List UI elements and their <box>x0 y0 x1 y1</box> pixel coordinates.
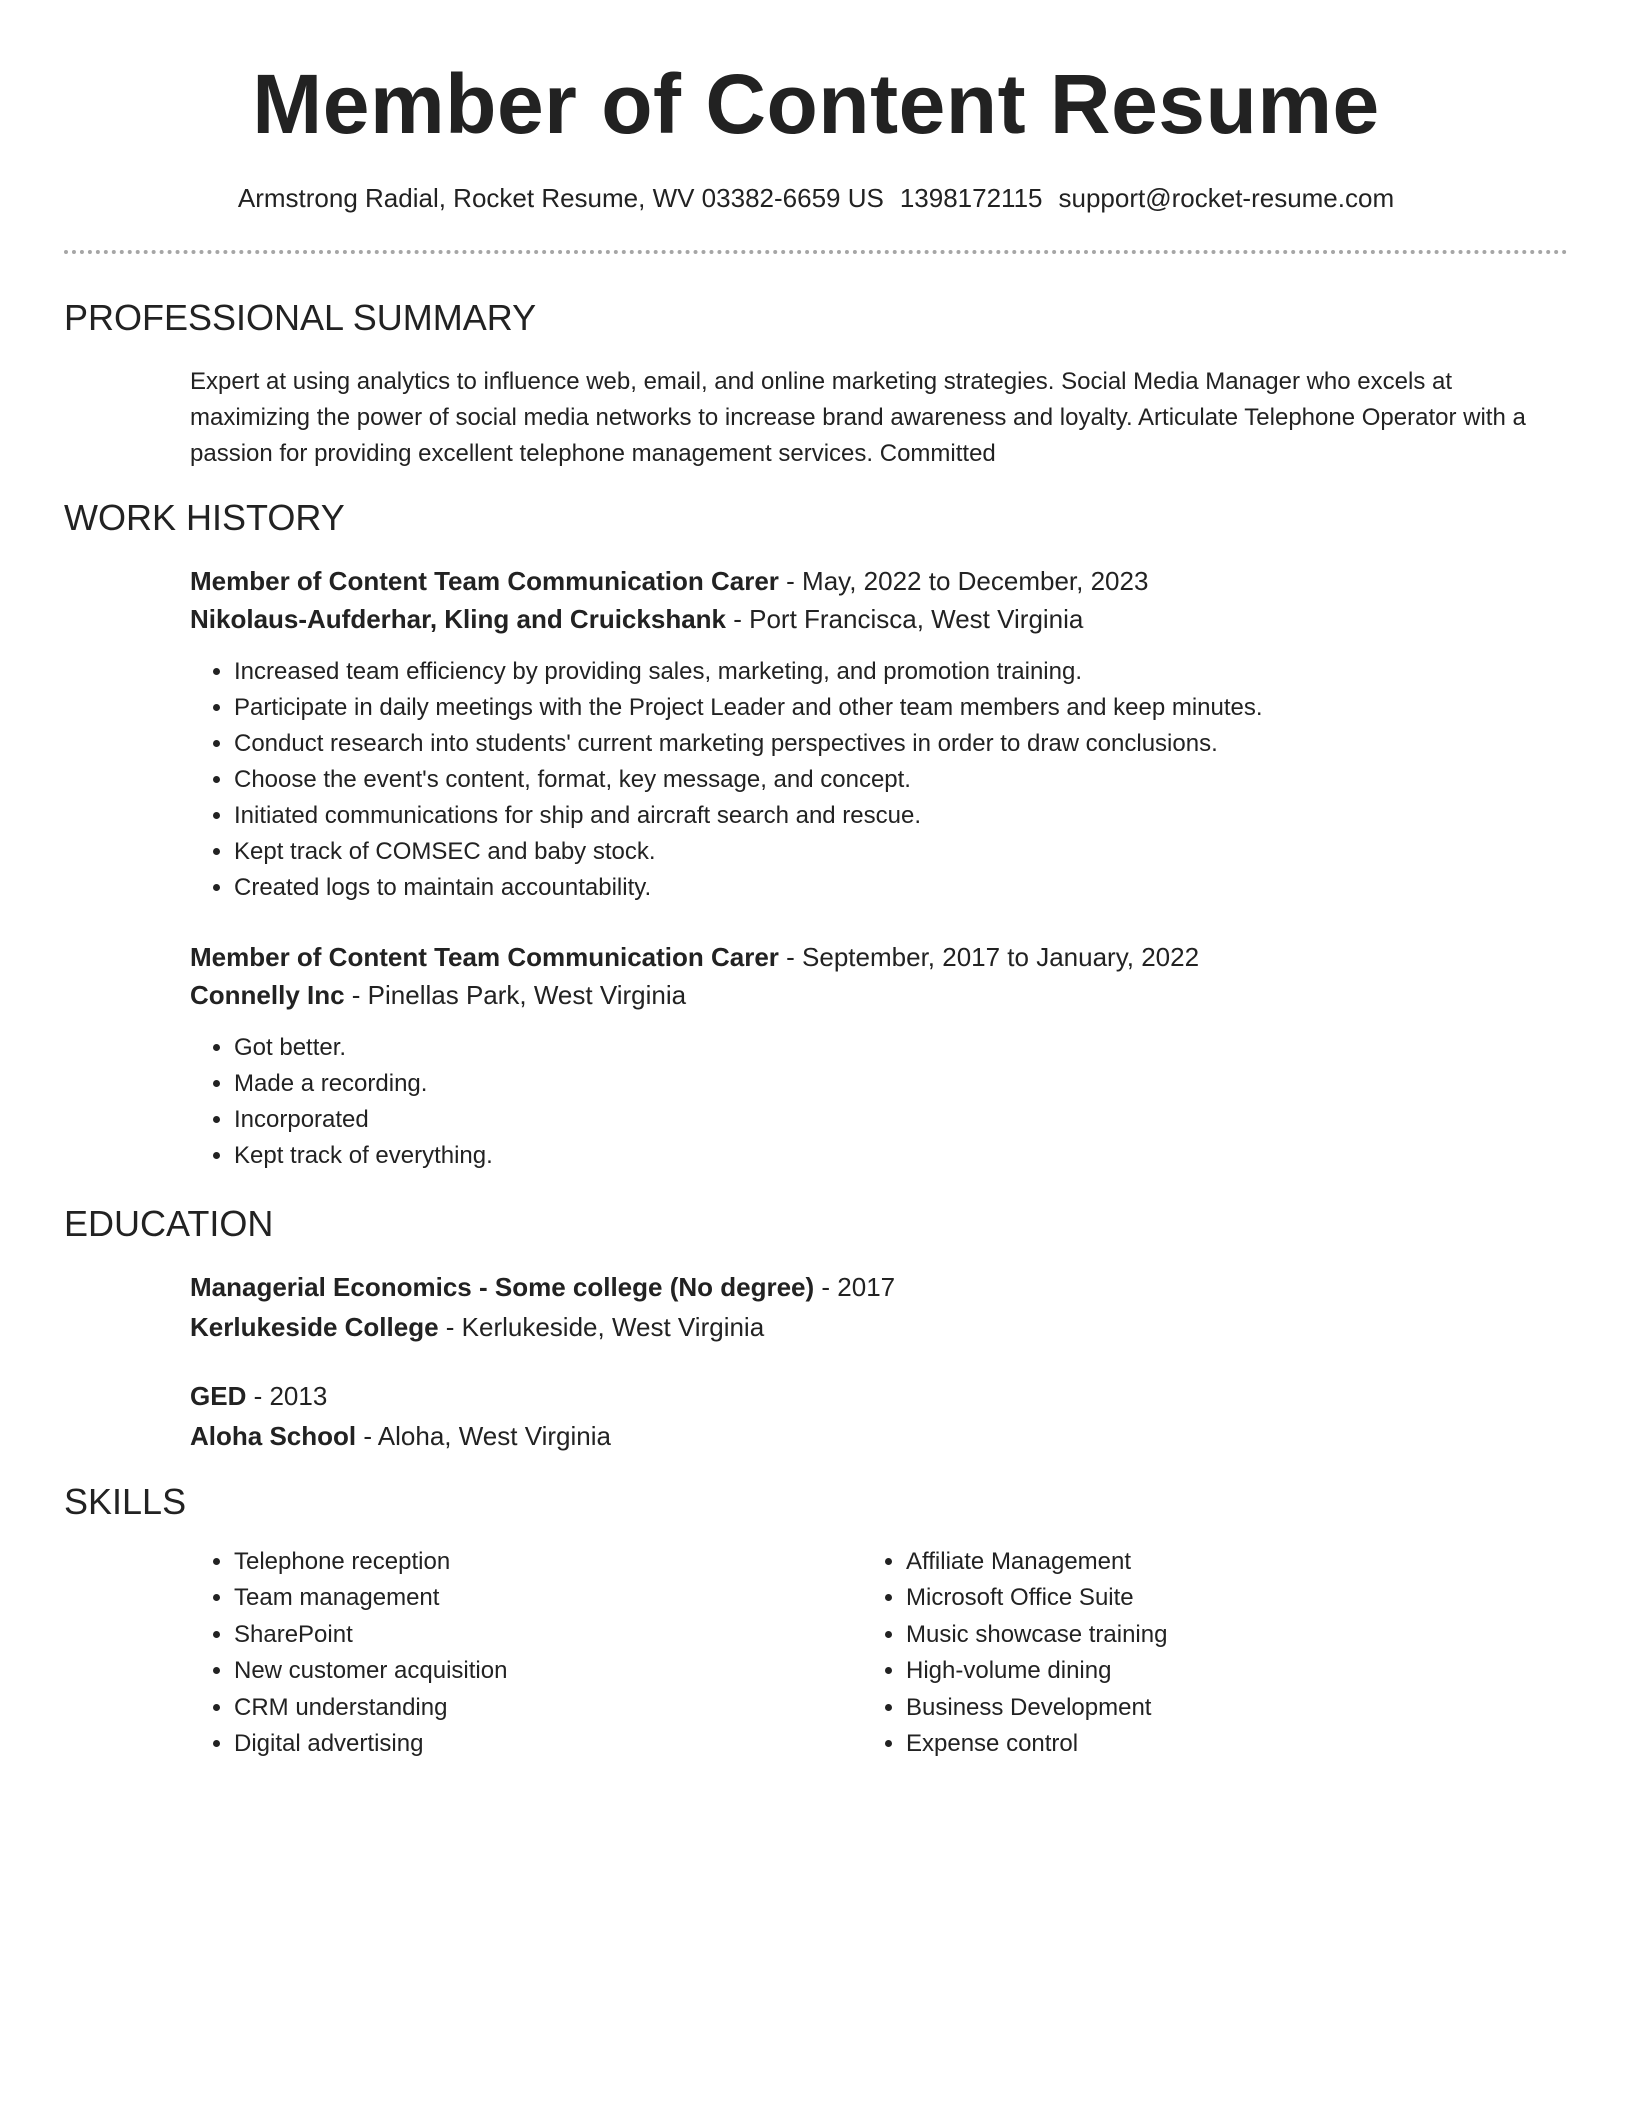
contact-info <box>0 180 1632 216</box>
section-title-skills: SKILLS <box>64 1481 187 1522</box>
job-title-line <box>190 562 1148 600</box>
job-location: - Port Francisca, West Virginia <box>726 604 1084 634</box>
job-location: - Pinellas Park, West Virginia <box>344 980 687 1010</box>
job-company-line <box>190 976 686 1014</box>
list-item: • Choose the event's content, format, key message, and concept. <box>234 762 1263 798</box>
skill-item: • Business Development <box>906 1690 1506 1726</box>
education-school: Aloha School <box>190 1421 357 1451</box>
list-item: • Initiated communications for ship and aircraft search and rescue. <box>234 798 1263 834</box>
education-school-line <box>190 1308 764 1346</box>
skill-item: • Telephone reception <box>234 1544 834 1580</box>
job-company-line <box>190 600 1083 638</box>
job-company: Nikolaus-Aufderhar, Kling and Cruickshank <box>190 604 726 634</box>
section-title-work: WORK HISTORY <box>64 497 345 538</box>
contact-address: Armstrong Radial, Rocket Resume, WV 03382-6659 US <box>237 183 884 213</box>
list-item: • Created logs to maintain accountability. <box>234 870 1263 906</box>
education-degree: GED <box>190 1381 247 1411</box>
section-title-summary: PROFESSIONAL SUMMARY <box>64 297 537 338</box>
list-item: • Kept track of everything. <box>234 1138 493 1174</box>
skill-item: • New customer acquisition <box>234 1653 834 1689</box>
education-school: Kerlukeside College <box>190 1312 439 1342</box>
education-year: - 2017 <box>814 1272 896 1302</box>
skills-list-left <box>190 1544 834 1762</box>
section-title-education: EDUCATION <box>64 1203 274 1244</box>
resume-name: Member of Content Resume <box>252 57 1380 151</box>
list-item: • Kept track of COMSEC and baby stock. <box>234 834 1263 870</box>
contact-phone: 1398172115 <box>899 183 1043 213</box>
skill-item: • Team management <box>234 1580 834 1616</box>
skill-item: • Microsoft Office Suite <box>906 1580 1506 1616</box>
header-divider <box>64 250 1568 254</box>
education-year: - 2013 <box>246 1381 328 1411</box>
education-degree-line <box>190 1268 895 1306</box>
skills-list-right <box>862 1544 1506 1762</box>
skill-item: • SharePoint <box>234 1617 834 1653</box>
skill-item: • Affiliate Management <box>906 1544 1506 1580</box>
education-location: - Kerlukeside, West Virginia <box>438 1312 765 1342</box>
skill-item: • Music showcase training <box>906 1617 1506 1653</box>
job-title: Member of Content Team Communication Carer <box>190 942 779 972</box>
education-school-line <box>190 1417 611 1455</box>
skill-item: • CRM understanding <box>234 1690 834 1726</box>
job-title-line <box>190 938 1199 976</box>
list-item: • Increased team efficiency by providing sales, marketing, and promotion training. <box>234 654 1263 690</box>
list-item: • Incorporated <box>234 1102 493 1138</box>
education-degree-line <box>190 1377 327 1415</box>
skill-item: • Expense control <box>906 1726 1506 1762</box>
summary-text: Expert at using analytics to influence web, email, and online marketing strategies. Social Media Manager who excels at maximizing the power of social media networks to increase brand awareness and loyalty. Articulate Telephone Operator with a passion for providing excellent telephone management services. Committed <box>190 368 1526 467</box>
job-dates: - September, 2017 to January, 2022 <box>778 942 1200 972</box>
list-item: • Got better. <box>234 1030 493 1066</box>
education-location: - Aloha, West Virginia <box>356 1421 611 1451</box>
list-item: • Participate in daily meetings with the Project Leader and other team members and keep minutes. <box>234 690 1263 726</box>
skill-item: • High-volume dining <box>906 1653 1506 1689</box>
job-bullets <box>190 1030 493 1174</box>
list-item: • Made a recording. <box>234 1066 493 1102</box>
skill-item: • Digital advertising <box>234 1726 834 1762</box>
job-dates: - May, 2022 to December, 2023 <box>778 566 1149 596</box>
job-company: Connelly Inc <box>190 980 345 1010</box>
list-item: • Conduct research into students' current marketing perspectives in order to draw conclusions. <box>234 726 1263 762</box>
contact-email: support@rocket-resume.com <box>1058 183 1395 213</box>
job-title: Member of Content Team Communication Carer <box>190 566 779 596</box>
job-bullets <box>190 654 1263 906</box>
education-degree: Managerial Economics - Some college (No degree) <box>190 1272 815 1302</box>
